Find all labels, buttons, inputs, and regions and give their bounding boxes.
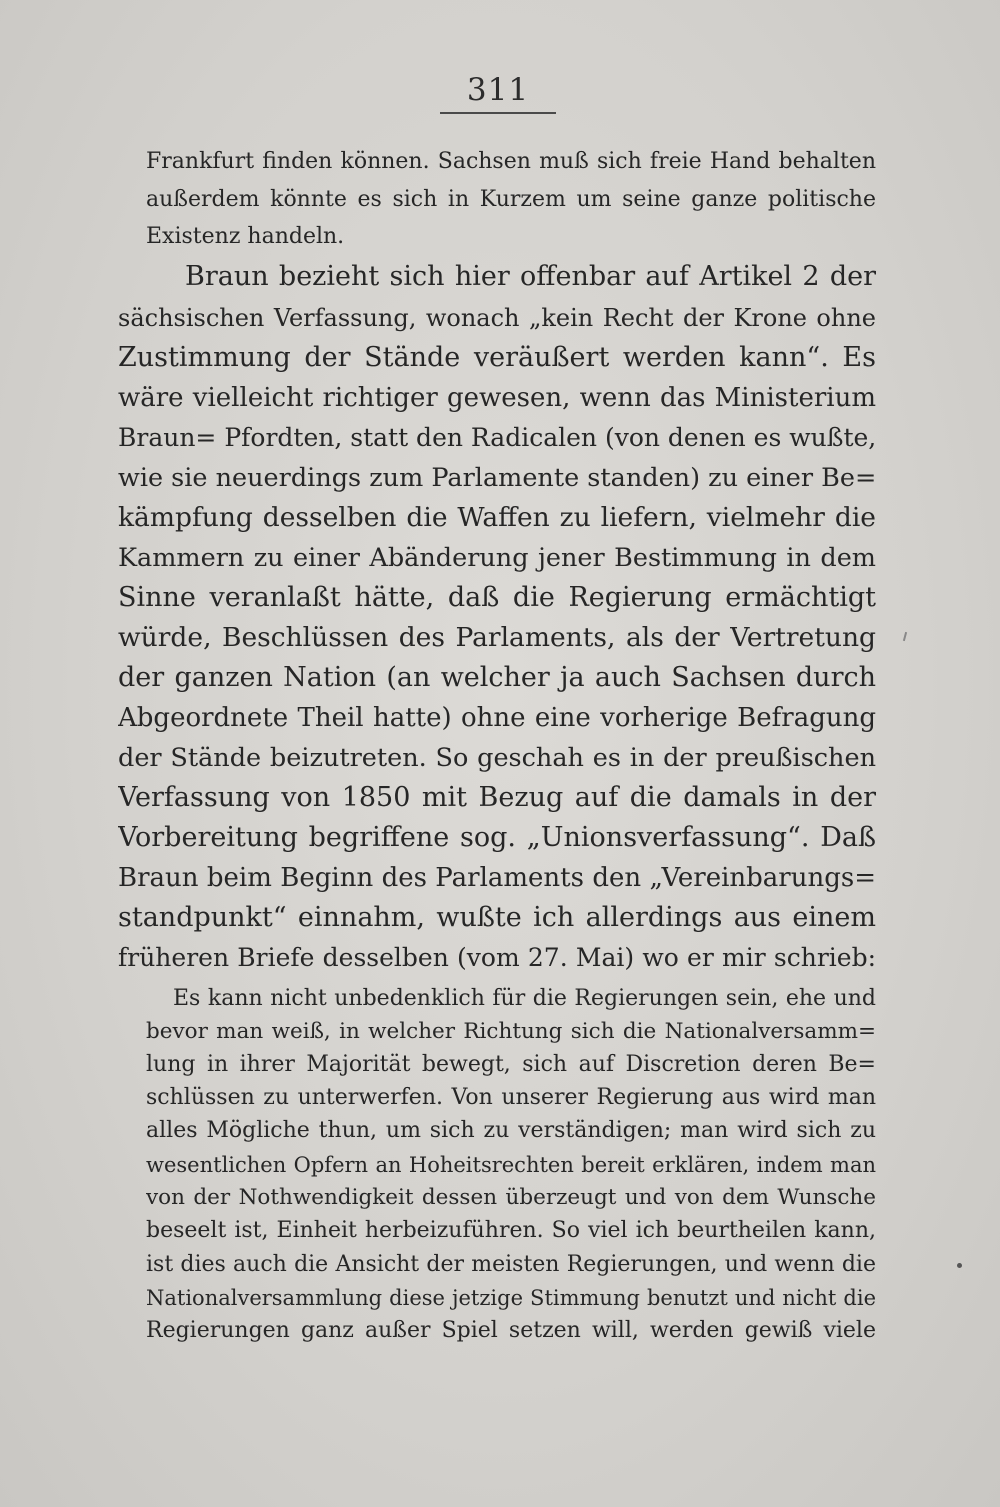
quote-line: ist dies auch die Ansicht der meisten Regierungen, und wenn die [146, 1252, 876, 1277]
quote-line: Nationalversammlung diese jetzige Stimmung benutzt und nicht die [146, 1286, 876, 1310]
text-line: Braun beim Beginn des Parlaments den „Vereinbarungs= [118, 863, 876, 893]
text-line: Frankfurt finden können. Sachsen muß sich freie Hand behalten [146, 149, 876, 174]
text-line: Braun bezieht sich hier offenbar auf Artikel 2 der [185, 261, 876, 292]
quote-line: Es kann nicht unbedenklich für die Regierungen sein, ehe und [173, 986, 876, 1011]
text-line: Existenz handeln. [146, 224, 345, 249]
quote-line: bevor man weiß, in welcher Richtung sich die Nationalversamm= [146, 1019, 876, 1044]
text-line: Verfassung von 1850 mit Bezug auf die damals in der [118, 782, 876, 813]
text-line: Kammern zu einer Abänderung jener Bestimmung in dem [118, 543, 876, 573]
text-line: Vorbereitung begriffene sog. „Unionsverfassung“. Daß [118, 822, 876, 853]
text-line: standpunkt“ einnahm, wußte ich allerdings aus einem [118, 902, 876, 933]
quote-line: Regierungen ganz außer Spiel setzen will, werden gewiß viele [146, 1318, 876, 1343]
header-rule [440, 112, 556, 114]
text-line: wie sie neuerdings zum Parlamente standen) zu einer Be= [118, 463, 876, 493]
text-line: der ganzen Nation (an welcher ja auch Sachsen durch [118, 662, 876, 693]
quote-line: lung in ihrer Majorität bewegt, sich auf Discretion deren Be= [146, 1052, 876, 1077]
text-line: Sinne veranlaßt hätte, daß die Regierung ermächtigt [118, 582, 876, 613]
text-line: der Stände beizutreten. So geschah es in der preußischen [118, 743, 876, 773]
quote-line: alles Mögliche thun, um sich zu verständigen; man wird sich zu [146, 1118, 876, 1143]
text-line: kämpfung desselben die Waffen zu liefern, vielmehr die [118, 502, 876, 533]
text-line: Zustimmung der Stände veräußert werden kann“. Es [118, 342, 876, 373]
quote-line: schlüssen zu unterwerfen. Von unserer Regierung aus wird man [146, 1085, 876, 1110]
margin-dot [957, 1263, 962, 1268]
text-line: außerdem könnte es sich in Kurzem um seine ganze politische [146, 187, 876, 212]
quote-line: von der Nothwendigkeit dessen überzeugt und von dem Wunsche [146, 1185, 876, 1210]
text-line: wäre vielleicht richtiger gewesen, wenn das Ministerium [118, 383, 876, 413]
quote-line: wesentlichen Opfern an Hoheitsrechten bereit erklären, indem man [146, 1153, 876, 1177]
margin-mark [903, 632, 907, 641]
text-line: Braun= Pfordten, statt den Radicalen (von denen es wußte, [118, 423, 876, 452]
page-number: 311 [466, 72, 530, 108]
text-line: würde, Beschlüssen des Parlaments, als der Vertretung [118, 622, 876, 653]
text-line: früheren Briefe desselben (vom 27. Mai) wo er mir schrieb: [118, 943, 876, 972]
text-line: Abgeordnete Theil hatte) ohne eine vorherige Befragung [118, 703, 876, 733]
quote-line: beseelt ist, Einheit herbeizuführen. So viel ich beurtheilen kann, [146, 1218, 876, 1243]
text-line: sächsischen Verfassung, wonach „kein Recht der Krone ohne [118, 304, 876, 332]
